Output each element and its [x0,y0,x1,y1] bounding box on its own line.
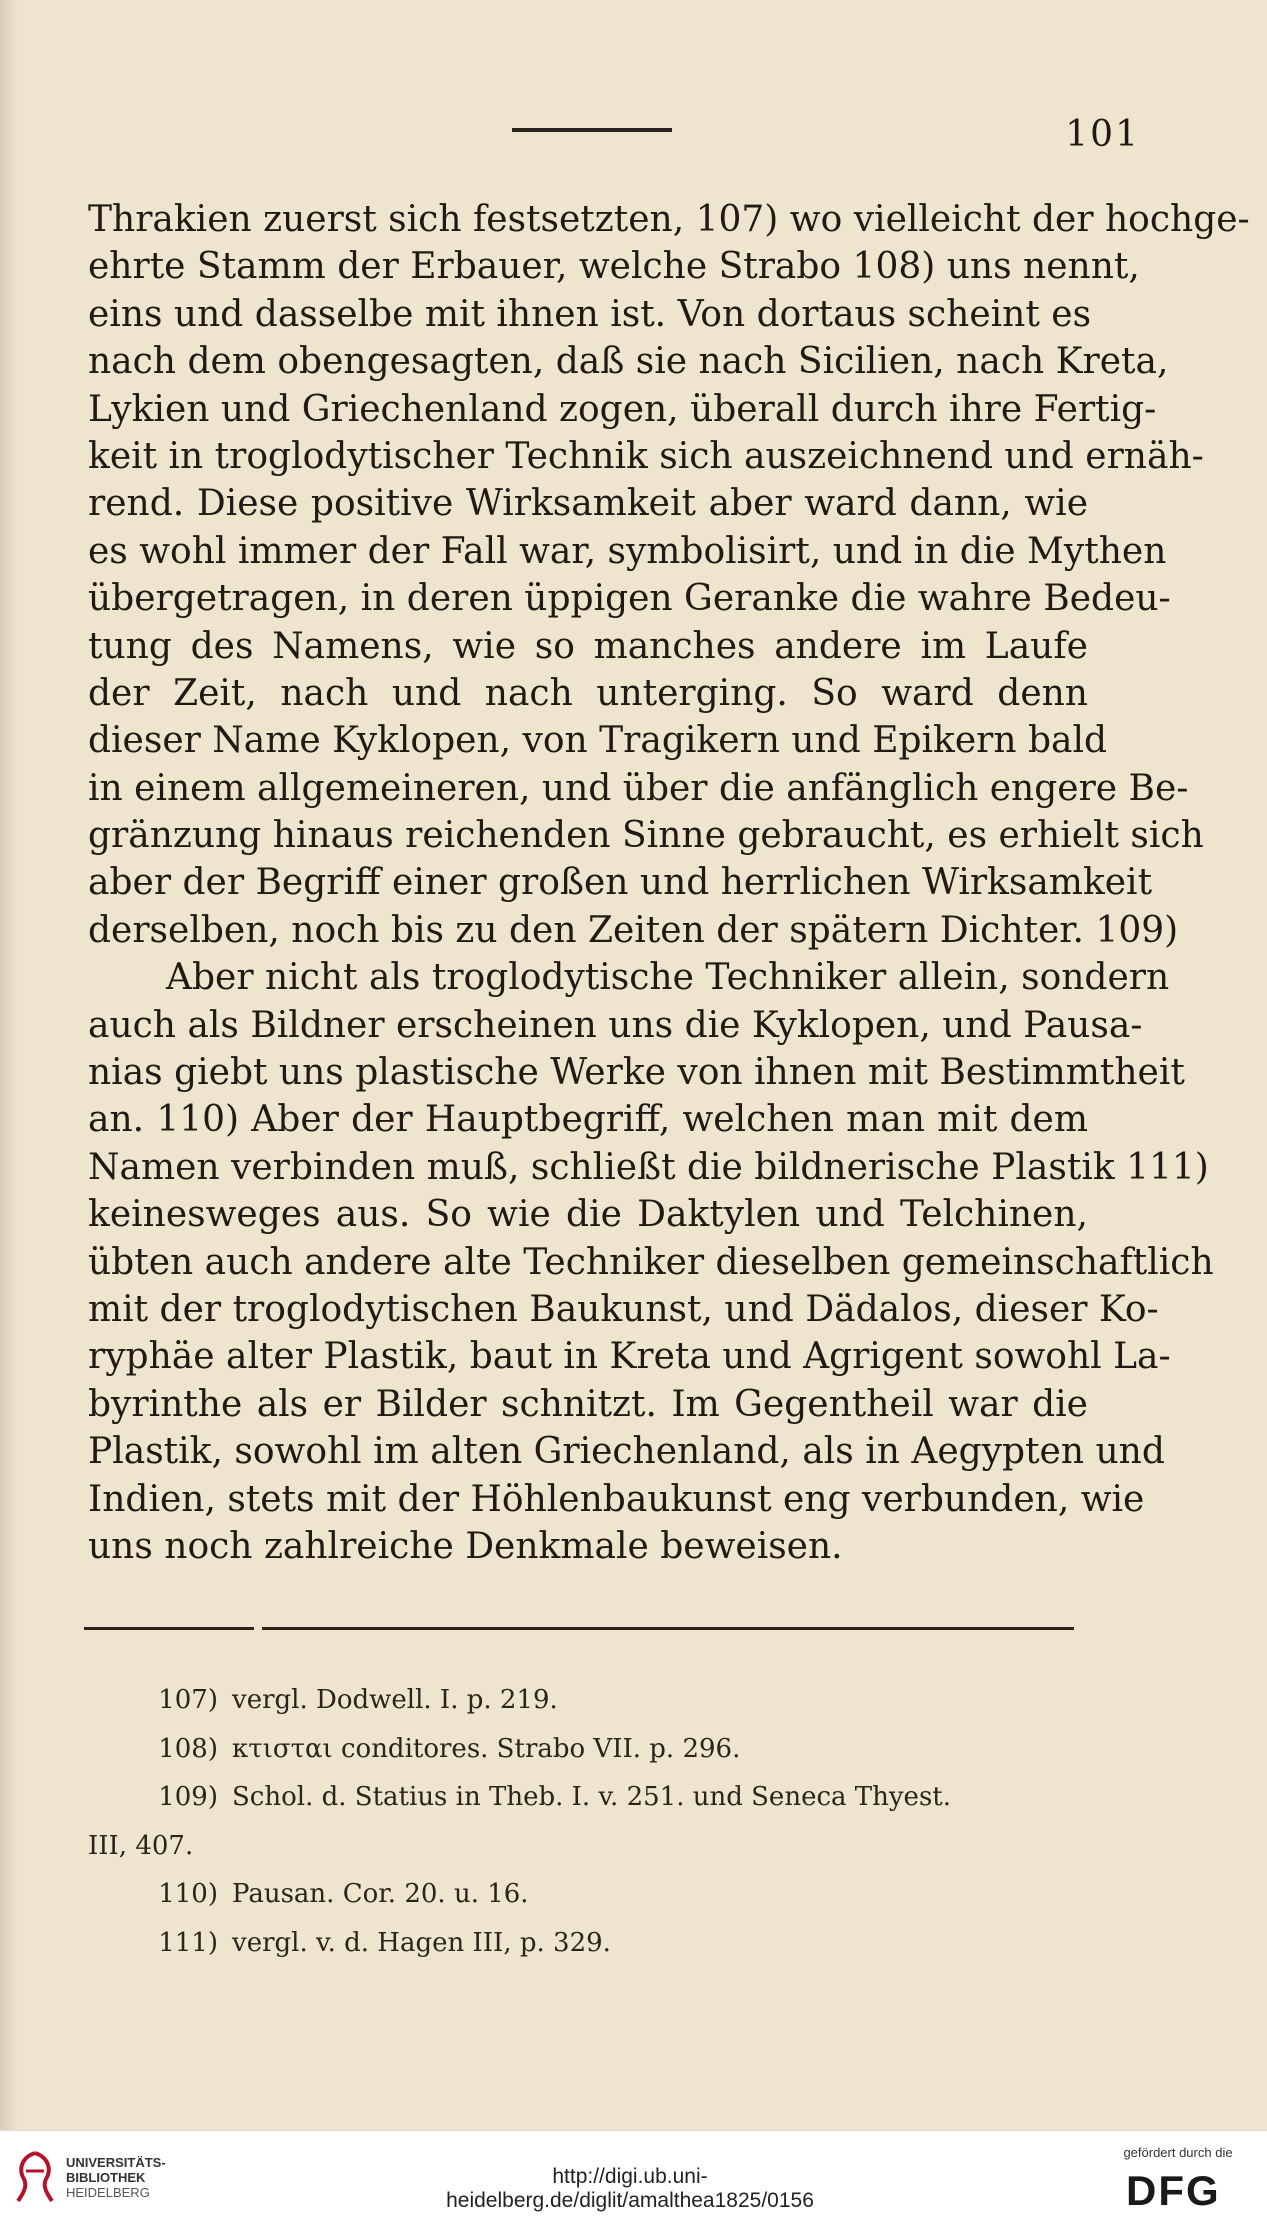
library-name-line: UNIVERSITÄTS- [66,2155,166,2170]
footnote-text: vergl. Dodwell. I. p. 219. [232,1685,558,1715]
footnotes [88,1676,1088,1968]
body-text [88,196,1250,1570]
page-gutter-shadow [0,0,18,2130]
footnote-110 [88,1870,1088,1919]
footnote-separator [262,1627,1074,1630]
footnote-number: 110) [158,1879,218,1910]
text-line: eins und dasselbe mit ihnen ist. Von dortaus scheint es [88,293,1092,335]
text-line: nach dem obengesagten, daß sie nach Sicilien, nach Kreta, [88,341,1169,383]
footnote-111 [88,1919,1088,1968]
footnote-number: 108) [158,1733,218,1764]
footnote-separator [84,1627,254,1630]
heidelberg-library-logo-icon [12,2149,58,2205]
text-line: Plastik, sowohl im alten Griechenland, als in Aegypten und [88,1431,1165,1473]
text-line: gränzung hinaus reichenden Sinne gebraucht, es erhielt sich [88,815,1204,857]
funding-note: gefördert durch die [1123,2145,1233,2160]
text-line: Lykien und Griechenland zogen, überall durch ihre Fertig- [88,388,1157,430]
library-name [66,2155,166,2200]
footnote-number: 109) [158,1782,218,1813]
text-line: nias giebt uns plastische Werke von ihnen mit Bestimmtheit [88,1052,1185,1094]
text-line: keit in troglodytischer Technik sich auszeichnend und ernäh- [88,435,1204,477]
footnote-107 [88,1676,1088,1725]
permalink-url[interactable]: http://digi.ub.uni-heidelberg.de/diglit/amalthea1825/0156 [446,2165,814,2212]
text-line: ehrte Stamm der Erbauer, welche Strabo 108) uns nennt, [88,246,1140,288]
text-line: derselben, noch bis zu den Zeiten der spätern Dichter. 109) [88,909,1179,951]
text-line: keinesweges aus. So wie die Daktylen und Telchinen, [88,1194,1088,1236]
text-line: Indien, stets mit der Höhlenbaukunst eng verbunden, wie [88,1478,1145,1520]
viewer-footer [0,2130,1267,2223]
library-name-line: HEIDELBERG [66,2185,150,2200]
text-line: mit der troglodytischen Baukunst, und Dädalos, dieser Ko- [88,1288,1159,1330]
text-line: übergetragen, in deren üppigen Geranke die wahre Bedeu- [88,578,1171,620]
dfg-logo: DFG [1126,2167,1221,2214]
library-name-line: BIBLIOTHEK [66,2170,146,2185]
text-line: auch als Bildner erscheinen uns die Kyklopen, und Pausa- [88,1004,1143,1046]
text-line: an. 110) Aber der Hauptbegriff, welchen man mit dem [88,1099,1088,1141]
footnote-text: III, 407. [88,1830,194,1861]
text-line: Namen verbinden muß, schließt die bildnerische Plastik 111) [88,1146,1209,1188]
header-rule [512,128,672,132]
text-line: in einem allgemeineren, und über die anfänglich engere Be- [88,767,1189,809]
footnote-108 [88,1725,1088,1774]
text-line: uns noch zahlreiche Denkmale beweisen. [88,1525,843,1567]
footnote-text: Pausan. Cor. 20. u. 16. [232,1879,529,1910]
footnote-text: vergl. v. d. Hagen III, p. 329. [232,1927,611,1958]
text-line: ryphäe alter Plastik, baut in Kreta und Agrigent sowohl La- [88,1336,1171,1378]
text-line: es wohl immer der Fall war, symbolisirt, und in die Mythen [88,530,1167,572]
text-line: dieser Name Kyklopen, von Tragikern und Epikern bald [88,720,1108,762]
footnote-number: 111) [158,1927,218,1958]
text-line: byrinthe als er Bilder schnitzt. Im Gegentheil war die [88,1383,1088,1425]
text-line: der Zeit, nach und nach unterging. So ward denn [88,672,1088,714]
footnote-text: Schol. d. Statius in Theb. I. v. 251. und Seneca Thyest. [232,1782,951,1813]
footnote-109 [88,1773,1088,1822]
text-line: übten auch andere alte Techniker dieselben gemeinschaftlich [88,1241,1214,1283]
text-line: Thrakien zuerst sich festsetzten, 107) wo vielleicht der hochge- [88,199,1250,240]
text-line: rend. Diese positive Wirksamkeit aber ward dann, wie [88,483,1088,525]
text-line-paragraph-start: Aber nicht als troglodytische Techniker allein, sondern [166,957,1170,999]
text-line: tung des Namens, wie so manches andere im Laufe [88,625,1088,667]
footnote-number: 107) [158,1685,218,1715]
page-number: 101 [1065,114,1140,155]
footnote-109-continuation [88,1822,1088,1871]
footnote-text: κτισται conditores. Strabo VII. p. 296. [232,1733,741,1764]
text-line: aber der Begriff einer großen und herrlichen Wirksamkeit [88,862,1153,904]
